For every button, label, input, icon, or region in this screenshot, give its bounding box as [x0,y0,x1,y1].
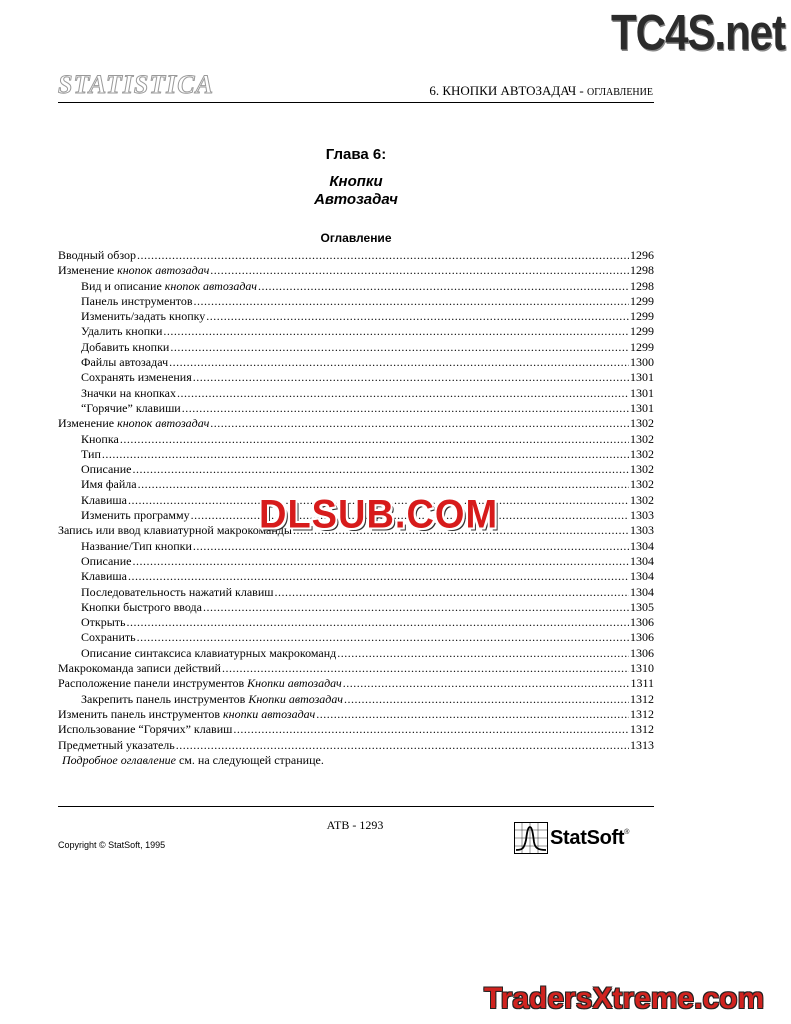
toc-entry[interactable] [58,738,654,753]
toc-leader-dots [128,569,629,584]
toc-entry[interactable] [58,294,654,309]
toc-entry[interactable] [58,462,654,477]
toc-entry[interactable] [58,279,654,294]
toc-entry-label-text: Описание [81,553,132,568]
toc-entry[interactable] [58,340,654,355]
toc-entry[interactable] [58,386,654,401]
toc-entry-label [81,279,257,294]
toc-entry-label-italic: кнопки автозадач [223,706,316,721]
toc-entry[interactable] [58,692,654,707]
toc-entry-label-text: Панель инструментов [81,293,193,308]
toc-entry-label [81,355,168,370]
toc-entry-page: 1303 [630,508,654,523]
toc-entry-label-text: Значки на кнопках [81,385,176,400]
toc-entry-page: 1299 [630,309,654,324]
toc-leader-dots [210,263,629,278]
toc-entry-label-text: Последовательность нажатий клавиш [81,584,274,599]
toc-note-italic: Подробное оглавление [62,753,176,767]
toc-entry-label [58,263,209,278]
toc-entry-label-text: Кнопка [81,431,119,446]
toc-entry[interactable] [58,630,654,645]
toc-entry-page: 1302 [630,477,654,492]
toc-entry-label-text: Сохранять изменения [81,370,192,385]
toc-entry-label [81,646,336,661]
toc-entry-label [58,248,136,263]
toc-leader-dots [120,432,629,447]
statsoft-chart-icon [514,822,548,854]
toc-entry-label-text: Изменить панель инструментов [58,706,224,721]
toc-entry[interactable] [58,248,654,263]
toc-entry-page: 1306 [630,645,654,660]
toc-entry[interactable] [58,370,654,385]
toc-entry-label-text: Вводный обзор [58,248,137,262]
toc-entry-label [81,294,193,309]
toc-entry-page: 1299 [630,339,654,354]
toc-entry-page: 1312 [630,722,654,737]
toc-entry[interactable] [58,615,654,630]
toc-entry-page: 1306 [630,615,654,630]
toc-entry[interactable] [58,722,654,737]
toc-entry-label [81,508,190,523]
watermark-tc4s: TC4S.net [610,4,785,61]
toc-note [62,753,324,768]
toc-entry[interactable] [58,646,654,661]
toc-leader-dots [132,462,629,477]
toc-entry-label-italic: Кнопки автозадач [247,676,342,691]
toc-entry-label [81,600,202,615]
toc-entry-page: 1298 [630,278,654,293]
toc-entry-label [81,386,176,401]
footer-divider [58,806,654,807]
running-header-sub: ОГЛАВЛЕНИЕ [587,87,653,98]
toc-leader-dots [137,248,629,263]
toc-entry-label-text: Вид и описание [81,278,165,293]
toc-entry-page: 1299 [630,324,654,339]
toc-entry-label [58,676,342,691]
toc-entry[interactable] [58,477,654,492]
toc-leader-dots [203,600,629,615]
toc-entry-label [58,738,175,753]
running-header [429,83,653,99]
toc-entry[interactable] [58,432,654,447]
toc-entry-label-text: Изменение [58,263,118,278]
toc-entry-page: 1302 [630,492,654,507]
toc-entry[interactable] [58,539,654,554]
toc-entry-label [81,554,131,569]
toc-leader-dots [102,447,629,462]
toc-entry-label [81,477,137,492]
watermark-tradersxtreme: TradersXtreme.com [484,982,765,1015]
toc-entry[interactable] [58,585,654,600]
toc-entry-label-text: Удалить кнопки [81,324,163,339]
toc-entry-label [81,309,205,324]
toc-entry-label-text: Имя файла [81,477,137,492]
toc-entry[interactable] [58,661,654,676]
toc-leader-dots [177,386,629,401]
toc-entry-label [81,447,101,462]
toc-entry-label-text: Расположение панели инструментов [58,676,248,691]
toc-entry-page: 1312 [630,691,654,706]
toc-leader-dots [233,722,629,737]
watermark-dlsub: DLSUB.COM [259,492,499,538]
toc-entry[interactable] [58,324,654,339]
toc-entry-page: 1304 [630,553,654,568]
toc-entry-page: 1306 [630,630,654,645]
toc-entry-label-text: Открыть [81,615,126,630]
toc-entry-page: 1296 [630,248,654,262]
toc-entry-label-text: Изменить/задать кнопку [81,309,206,324]
registered-mark: ® [624,828,630,836]
toc-entry-page: 1305 [630,599,654,614]
toc-entry[interactable] [58,355,654,370]
toc-entry-label [81,585,274,600]
toc-entry-label [81,630,136,645]
toc-entry-label [58,722,232,737]
toc-entry-label [81,340,169,355]
toc-entry[interactable] [58,569,654,584]
toc-entry-label-text: Название/Тип кнопки [81,538,192,553]
toc-leader-dots [194,294,629,309]
statsoft-brand: StatSoft [550,826,625,849]
toc-entry-label-text: Закрепить панель инструментов [81,691,249,706]
toc-entry-page: 1304 [630,538,654,553]
toc-entry-label [81,692,343,707]
toc-entry-label-text: Файлы автозадач [81,355,169,370]
toc-leader-dots [176,738,629,753]
toc-entry-label [81,401,181,416]
toc-entry-page: 1301 [630,400,654,415]
toc-entry-label-italic: кнопок автозадач [164,278,257,293]
toc-entry-label-text: Макрокоманда записи действий [58,661,221,676]
toc-entry-label-text: Кнопки быстрого ввода [81,599,202,614]
chapter-title-line1: Кнопки [329,173,383,190]
toc-entry-page: 1299 [630,293,654,308]
toc-leader-dots [163,324,629,339]
toc-entry-label [81,569,127,584]
toc-entry-label-text: Изменить программу [81,508,190,523]
toc-entry-label [58,707,315,722]
toc-entry-label-text: Изменение [58,416,118,431]
toc-entry-label-text: Клавиша [81,569,127,584]
toc-leader-dots [206,309,629,324]
toc-leader-dots [337,646,629,661]
toc-leader-dots [132,554,629,569]
toc-entry[interactable] [58,309,654,324]
toc-entry-page: 1304 [630,569,654,584]
toc-leader-dots [137,630,629,645]
toc-entry-label [58,661,221,676]
toc-note-rest: см. на следующей странице. [175,753,324,767]
toc-entry-label-text: Описание [81,462,132,477]
toc-entry-page: 1301 [630,385,654,400]
toc-leader-dots [344,692,629,707]
page-number: ATB - 1293 [326,818,384,832]
toc-entry-label [81,462,131,477]
toc-entry-page: 1300 [630,355,654,370]
toc-entry-label [81,432,119,447]
running-header-main: 6. КНОПКИ АВТОЗАДАЧ - [429,83,587,98]
toc-heading: Оглавление [320,231,392,245]
toc-leader-dots [275,585,630,600]
toc-leader-dots [193,370,629,385]
toc-entry-page: 1304 [630,584,654,599]
toc-entry-page: 1312 [630,706,654,721]
toc-entry-label-text: Добавить кнопки [81,339,170,354]
toc-entry-label-text: Клавиша [81,492,127,507]
toc-leader-dots [182,401,629,416]
toc-entry-page: 1302 [630,416,654,431]
toc-entry[interactable] [58,401,654,416]
toc-entry[interactable] [58,416,654,431]
toc-entry-label-text: Использование “Горячих” клавиш [58,722,233,737]
toc-entry-label [81,493,127,508]
toc-leader-dots [138,477,629,492]
toc-leader-dots [210,416,629,431]
toc-leader-dots [222,661,629,676]
toc-leader-dots [343,676,630,691]
statsoft-logo [514,822,629,854]
chapter-title-line2: Автозадач [314,191,398,208]
toc-entry-label [58,416,209,431]
toc-entry-label [81,539,192,554]
toc-leader-dots [193,539,629,554]
toc-entry[interactable] [58,676,654,691]
toc-leader-dots [258,279,629,294]
toc-entry-label-italic: Кнопки автозадач [248,691,343,706]
toc-leader-dots [316,707,629,722]
toc-entry-page: 1302 [630,446,654,461]
toc-entry[interactable] [58,707,654,722]
toc-entry-page: 1310 [630,661,654,676]
toc-leader-dots [169,355,629,370]
header-divider [58,102,654,103]
copyright: Copyright © StatSoft, 1995 [58,840,166,850]
toc-entry-label [81,324,162,339]
toc-entry-label-italic: кнопок автозадач [117,416,210,431]
toc-entry-page: 1298 [630,263,654,278]
toc-entry-label [58,523,292,538]
toc-entry-label-text: Запись или ввод клавиатурной макрокоманды [58,523,292,538]
toc-leader-dots [127,615,629,630]
toc-entry-label-text: Предметный указатель [58,737,175,752]
toc-entry-page: 1302 [630,431,654,446]
toc-leader-dots [170,340,629,355]
toc-entry[interactable] [58,600,654,615]
toc-entry-page: 1313 [630,737,654,752]
toc-entry[interactable] [58,554,654,569]
toc-entry-label [81,370,192,385]
toc-entry-label-text: “Горячие” клавиши [81,400,181,415]
toc-entry-page: 1302 [630,462,654,477]
statistica-logo: STATISTICA [58,70,214,99]
toc-entry-label-italic: кнопок автозадач [117,263,210,278]
toc-entry-label [81,615,126,630]
toc-entry-label-text: Описание синтаксиса клавиатурных макрокоманд [81,645,337,660]
toc-entry-page: 1301 [630,370,654,385]
toc-entry[interactable] [58,263,654,278]
toc-entry-page: 1303 [630,523,654,538]
toc-entry[interactable] [58,447,654,462]
toc-entry-label-text: Тип [81,446,101,461]
toc-entry-page: 1311 [630,676,654,691]
chapter-label: Глава 6: [325,146,387,163]
toc-entry-label-text: Сохранить [81,630,136,645]
